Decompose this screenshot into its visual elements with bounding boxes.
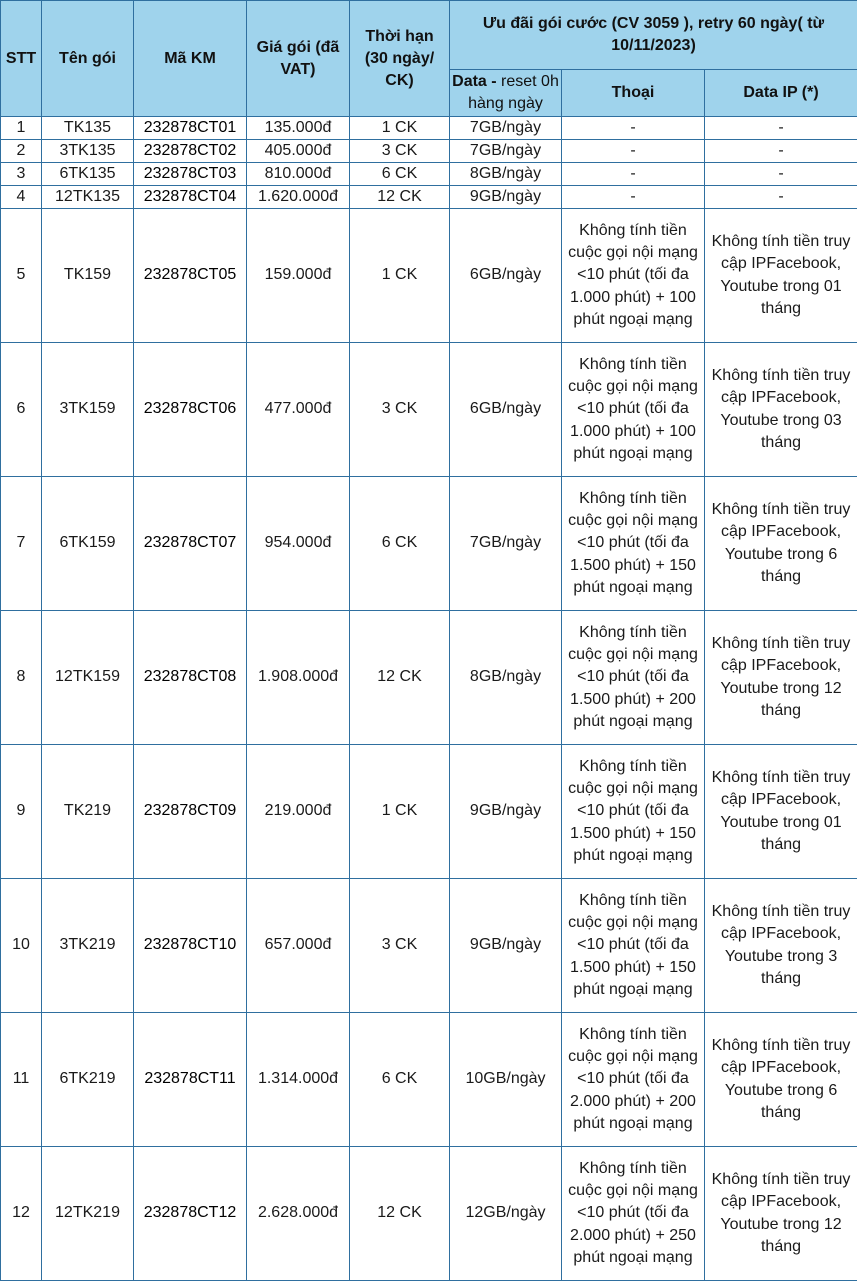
cell-data: 7GB/ngày (450, 477, 562, 611)
table-row (1, 343, 857, 477)
cell-stt: 4 (1, 186, 42, 209)
cell-voice: Không tính tiền cuộc gọi nội mạng <10 phút (tối đa 2.000 phút) + 250 phút ngoại mạng (562, 1147, 705, 1281)
cell-duration: 6 CK (350, 163, 450, 186)
cell-code: 232878CT02 (134, 140, 247, 163)
cell-duration: 12 CK (350, 1147, 450, 1281)
header-code: Mã KM (134, 1, 247, 117)
cell-name: 3TK159 (42, 343, 134, 477)
cell-voice: - (562, 186, 705, 209)
cell-data: 9GB/ngày (450, 186, 562, 209)
cell-name: TK135 (42, 117, 134, 140)
cell-price: 1.314.000đ (247, 1013, 350, 1147)
cell-data-ip: Không tính tiền truy cập IPFacebook, Youtube trong 3 tháng (705, 879, 857, 1013)
cell-price: 219.000đ (247, 745, 350, 879)
cell-duration: 6 CK (350, 477, 450, 611)
table-row (1, 163, 857, 186)
cell-code: 232878CT03 (134, 163, 247, 186)
cell-voice: - (562, 140, 705, 163)
cell-data: 9GB/ngày (450, 879, 562, 1013)
cell-code: 232878CT05 (134, 209, 247, 343)
cell-voice: - (562, 117, 705, 140)
cell-voice: Không tính tiền cuộc gọi nội mạng <10 phút (tối đa 1.000 phút) + 100 phút ngoại mạng (562, 209, 705, 343)
table-row (1, 117, 857, 140)
cell-name: 6TK219 (42, 1013, 134, 1147)
cell-name: 6TK159 (42, 477, 134, 611)
table-row (1, 1013, 857, 1147)
cell-duration: 1 CK (350, 745, 450, 879)
cell-stt: 7 (1, 477, 42, 611)
cell-stt: 9 (1, 745, 42, 879)
cell-duration: 1 CK (350, 117, 450, 140)
cell-duration: 6 CK (350, 1013, 450, 1147)
cell-data-ip: - (705, 163, 857, 186)
cell-name: 3TK219 (42, 879, 134, 1013)
header-voice: Thoại (562, 70, 705, 117)
cell-voice: Không tính tiền cuộc gọi nội mạng <10 phút (tối đa 2.000 phút) + 200 phút ngoại mạng (562, 1013, 705, 1147)
cell-stt: 12 (1, 1147, 42, 1281)
cell-code: 232878CT08 (134, 611, 247, 745)
cell-data-ip: Không tính tiền truy cập IPFacebook, Youtube trong 01 tháng (705, 745, 857, 879)
cell-code: 232878CT07 (134, 477, 247, 611)
header-duration: Thời hạn (30 ngày/ CK) (350, 1, 450, 117)
header-name: Tên gói (42, 1, 134, 117)
cell-price: 1.908.000đ (247, 611, 350, 745)
header-data (450, 70, 562, 117)
cell-price: 159.000đ (247, 209, 350, 343)
cell-voice: Không tính tiền cuộc gọi nội mạng <10 phút (tối đa 1.500 phút) + 200 phút ngoại mạng (562, 611, 705, 745)
cell-name: 6TK135 (42, 163, 134, 186)
cell-price: 1.620.000đ (247, 186, 350, 209)
cell-stt: 6 (1, 343, 42, 477)
cell-price: 954.000đ (247, 477, 350, 611)
cell-data: 8GB/ngày (450, 163, 562, 186)
cell-stt: 8 (1, 611, 42, 745)
cell-voice: Không tính tiền cuộc gọi nội mạng <10 phút (tối đa 1.500 phút) + 150 phút ngoại mạng (562, 745, 705, 879)
table-row (1, 209, 857, 343)
table-row (1, 879, 857, 1013)
cell-data-ip: Không tính tiền truy cập IPFacebook, Youtube trong 6 tháng (705, 1013, 857, 1147)
table-row (1, 140, 857, 163)
cell-name: TK219 (42, 745, 134, 879)
table-row (1, 611, 857, 745)
cell-name: 3TK135 (42, 140, 134, 163)
header-row-1 (1, 1, 857, 70)
cell-stt: 11 (1, 1013, 42, 1147)
cell-price: 657.000đ (247, 879, 350, 1013)
cell-data-ip: - (705, 140, 857, 163)
cell-data: 7GB/ngày (450, 117, 562, 140)
header-data-rest: reset 0h hàng ngày (468, 73, 559, 112)
table-row (1, 745, 857, 879)
cell-price: 405.000đ (247, 140, 350, 163)
cell-voice: - (562, 163, 705, 186)
cell-data: 6GB/ngày (450, 209, 562, 343)
cell-duration: 1 CK (350, 209, 450, 343)
cell-duration: 3 CK (350, 879, 450, 1013)
cell-data-ip: - (705, 117, 857, 140)
cell-data: 6GB/ngày (450, 343, 562, 477)
table-row (1, 186, 857, 209)
cell-data: 8GB/ngày (450, 611, 562, 745)
cell-code: 232878CT11 (134, 1013, 247, 1147)
cell-name: 12TK159 (42, 611, 134, 745)
cell-duration: 12 CK (350, 186, 450, 209)
cell-voice: Không tính tiền cuộc gọi nội mạng <10 phút (tối đa 1.500 phút) + 150 phút ngoại mạng (562, 477, 705, 611)
cell-voice: Không tính tiền cuộc gọi nội mạng <10 phút (tối đa 1.500 phút) + 150 phút ngoại mạng (562, 879, 705, 1013)
cell-code: 232878CT12 (134, 1147, 247, 1281)
cell-data: 12GB/ngày (450, 1147, 562, 1281)
cell-data-ip: - (705, 186, 857, 209)
cell-price: 477.000đ (247, 343, 350, 477)
cell-price: 2.628.000đ (247, 1147, 350, 1281)
cell-stt: 5 (1, 209, 42, 343)
cell-code: 232878CT01 (134, 117, 247, 140)
cell-code: 232878CT04 (134, 186, 247, 209)
cell-code: 232878CT10 (134, 879, 247, 1013)
header-offer: Ưu đãi gói cước (CV 3059 ), retry 60 ngày( từ 10/11/2023) (450, 1, 857, 70)
cell-data-ip: Không tính tiền truy cập IPFacebook, Youtube trong 12 tháng (705, 1147, 857, 1281)
cell-stt: 2 (1, 140, 42, 163)
table-row (1, 477, 857, 611)
header-price: Giá gói (đã VAT) (247, 1, 350, 117)
cell-data-ip: Không tính tiền truy cập IPFacebook, Youtube trong 6 tháng (705, 477, 857, 611)
cell-data: 9GB/ngày (450, 745, 562, 879)
header-stt: STT (1, 1, 42, 117)
cell-data: 7GB/ngày (450, 140, 562, 163)
cell-data-ip: Không tính tiền truy cập IPFacebook, Youtube trong 03 tháng (705, 343, 857, 477)
cell-voice: Không tính tiền cuộc gọi nội mạng <10 phút (tối đa 1.000 phút) + 100 phút ngoại mạng (562, 343, 705, 477)
cell-stt: 3 (1, 163, 42, 186)
cell-price: 135.000đ (247, 117, 350, 140)
cell-stt: 1 (1, 117, 42, 140)
table-row (1, 1147, 857, 1281)
header-data-ip: Data IP (*) (705, 70, 857, 117)
cell-code: 232878CT06 (134, 343, 247, 477)
cell-data-ip: Không tính tiền truy cập IPFacebook, Youtube trong 12 tháng (705, 611, 857, 745)
header-data-bold: Data - (452, 73, 496, 90)
cell-name: TK159 (42, 209, 134, 343)
cell-duration: 12 CK (350, 611, 450, 745)
cell-duration: 3 CK (350, 343, 450, 477)
cell-name: 12TK135 (42, 186, 134, 209)
cell-name: 12TK219 (42, 1147, 134, 1281)
table-body (1, 117, 857, 1281)
cell-price: 810.000đ (247, 163, 350, 186)
cell-duration: 3 CK (350, 140, 450, 163)
cell-stt: 10 (1, 879, 42, 1013)
cell-data-ip: Không tính tiền truy cập IPFacebook, Youtube trong 01 tháng (705, 209, 857, 343)
cell-code: 232878CT09 (134, 745, 247, 879)
cell-data: 10GB/ngày (450, 1013, 562, 1147)
